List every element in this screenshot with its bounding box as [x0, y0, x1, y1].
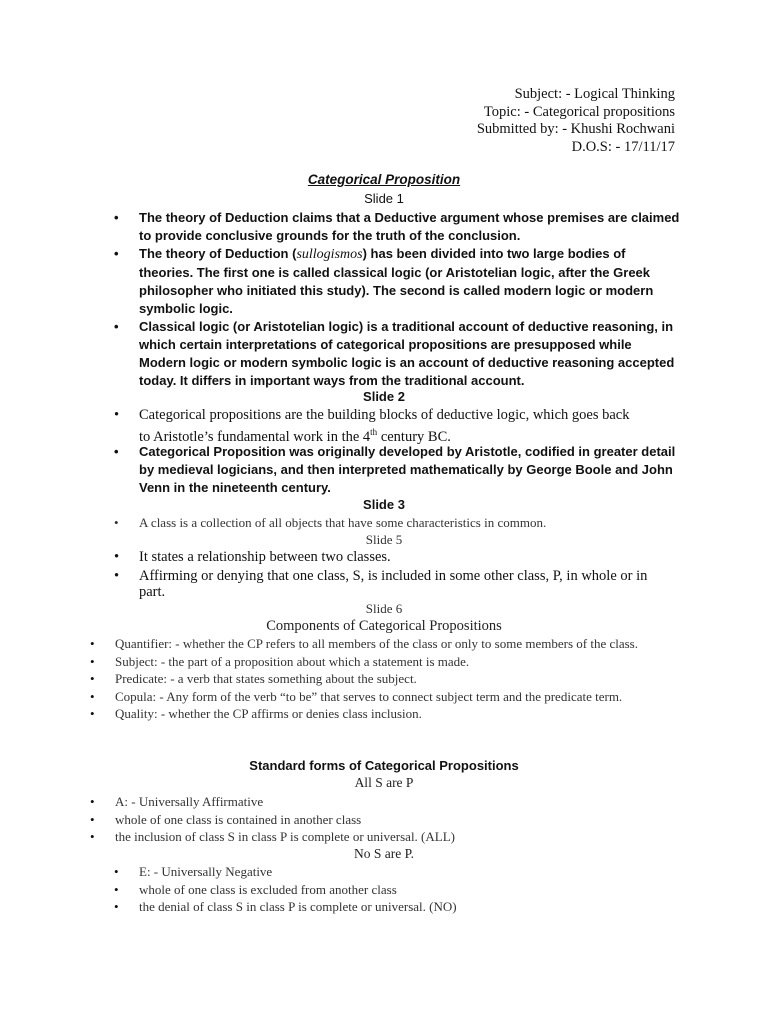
topic-line: Topic: - Categorical propositions: [483, 103, 675, 120]
slide3-bullet: • A class is a collection of all objects that have some characteristics in common.: [114, 515, 547, 530]
slide5-list: [114, 549, 676, 601]
list-item: • Quantifier: - whether the CP refers to all members of the class or only to some members of the class.: [90, 636, 638, 651]
bullet-icon: •: [90, 671, 95, 686]
a-form-heading: All S are P: [354, 775, 414, 790]
bullet-icon: •: [90, 636, 95, 651]
bullet-icon: •: [114, 549, 120, 565]
subject-line: Subject: - Logical Thinking: [514, 86, 675, 102]
bullet-icon: •: [90, 811, 95, 827]
e-form-list: [114, 863, 704, 916]
bullet-icon: •: [114, 246, 119, 261]
list-item: • E: - Universally Negative: [114, 864, 273, 879]
slide2-heading: Slide 2: [363, 389, 405, 404]
slide5-heading: Slide 5: [365, 532, 403, 547]
list-item: • the inclusion of class S in class P is complete or universal. (ALL): [90, 829, 455, 844]
list-item: • Affirming or denying that one class, S, is included in some other class, P, in whole or in part.: [114, 567, 648, 600]
bullet-icon: •: [114, 899, 119, 914]
slide1-heading: Slide 1: [364, 191, 404, 206]
list-item: • Predicate: - a verb that states something about the subject.: [90, 671, 417, 686]
bullet-icon: •: [114, 210, 119, 225]
list-item: • Copula: - Any form of the verb “to be” that serves to connect subject term and the predicate term.: [90, 688, 623, 704]
bullet-icon: •: [114, 881, 119, 897]
list-item: • Categorical Proposition was originally developed by Aristotle, codified in greater detail by medieval logicians, and then interpreted mathematically by George Boole and John Venn in the nineteenth century.: [114, 444, 676, 495]
bullet-icon: •: [90, 706, 95, 721]
bullet-icon: •: [114, 864, 119, 879]
date-of-submission: D.O.S: - 17/11/17: [571, 138, 675, 155]
bullet-icon: •: [114, 515, 119, 530]
list-item: • The theory of Deduction (sullogismos) has been divided into two large bodies of theories. The first one is called classical logic (or Aristotelian logic, after the Greek philosopher who initiated this study). The second is called modern logic or modern symbolic logic.: [114, 246, 654, 316]
list-item: • the denial of class S in class P is complete or universal. (NO): [114, 899, 457, 914]
bullet-icon: •: [114, 319, 119, 334]
a-form-list: [90, 793, 690, 846]
standard-forms-heading: Standard forms of Categorical Propositions: [249, 758, 519, 773]
bullet-icon: •: [90, 794, 95, 809]
slide6-heading: Slide 6: [365, 601, 403, 616]
slide2-bullet-1: • Categorical propositions are the building blocks of deductive logic, which goes back to Aristotle’s fundamental work in the 4th century BC.: [114, 407, 630, 445]
bullet-icon: •: [114, 407, 120, 423]
bullet-icon: •: [114, 444, 119, 459]
list-item: • whole of one class is excluded from another class: [114, 881, 397, 897]
bullet-icon: •: [90, 688, 95, 704]
list-item: • A: - Universally Affirmative: [90, 794, 264, 809]
slide1-list: [114, 209, 680, 390]
e-form-heading: No S are P.: [354, 846, 414, 861]
bullet-icon: •: [90, 829, 95, 844]
list-item: • whole of one class is contained in another class: [90, 811, 362, 827]
list-item: • It states a relationship between two classes.: [114, 549, 391, 565]
list-item: • The theory of Deduction claims that a Deductive argument whose premises are claimed to provide conclusive grounds for the truth of the conclusion.: [114, 210, 680, 243]
slide6-list: [90, 635, 680, 723]
list-item: • Classical logic (or Aristotelian logic) is a traditional account of deductive reasoning, in which certain interpretations of categorical propositions are presupposed while Modern logic or modern symbolic logic is an account of deductive reasoning accepted today. It differs in important ways from the traditional account.: [114, 319, 675, 388]
submitted-by-line: Submitted by: - Khushi Rochwani: [476, 121, 675, 137]
list-item: • Subject: - the part of a proposition about which a statement is made.: [90, 653, 470, 669]
slide2-list: [114, 443, 680, 497]
list-item: • Quality: - whether the CP affirms or denies class inclusion.: [90, 706, 422, 721]
components-heading: Components of Categorical Propositions: [266, 618, 502, 634]
slide3-heading: Slide 3: [363, 497, 405, 512]
document-title: Categorical Proposition: [307, 172, 461, 187]
bullet-icon: •: [90, 653, 95, 669]
document-header: [477, 86, 675, 156]
bullet-icon: •: [114, 567, 120, 584]
